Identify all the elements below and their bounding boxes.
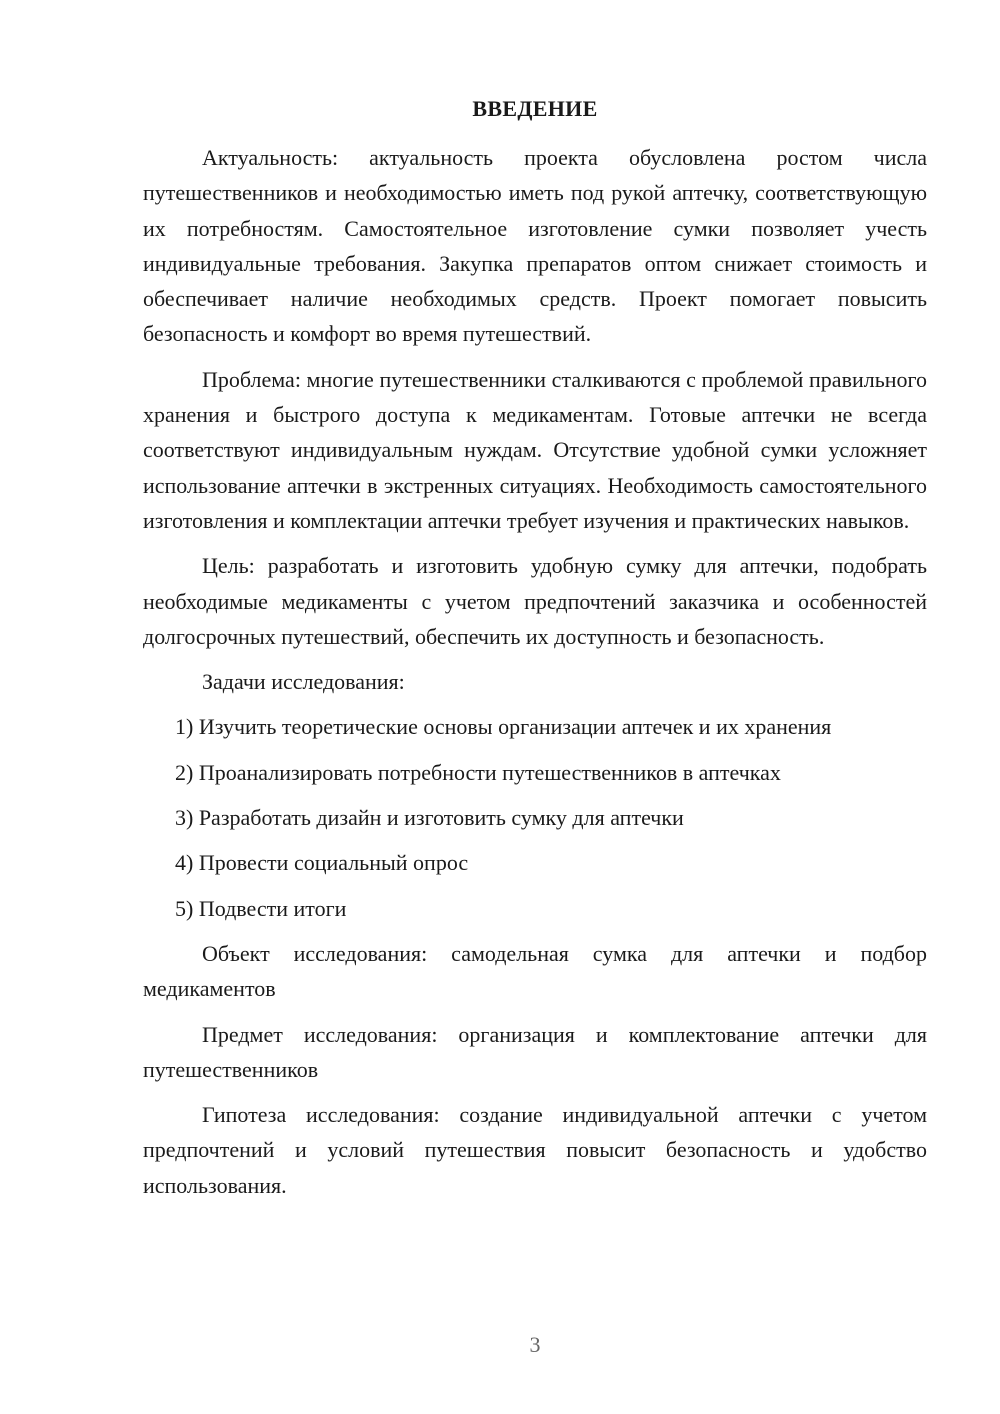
task-item: 3) Разработать дизайн и изготовить сумку для аптечки bbox=[175, 805, 684, 831]
relevance-paragraph: Актуальность: актуальность проекта обусловлена ростом числа путешественников и необходимостью иметь под рукой аптечку, соответствующую их потребностям. Самостоятельное изготовление сумки позволяет учесть индивидуальные требования. Закупка препаратов оптом снижает стоимость и обеспечивает наличие необходимых средств. Проект помогает повысить безопасность и комфорт во время путешествий. bbox=[143, 145, 927, 347]
goal-paragraph: Цель: разработать и изготовить удобную сумку для аптечки, подобрать необходимые медикаменты с учетом предпочтений заказчика и особенностей долгосрочных путешествий, обеспечить их доступность и безопасность. bbox=[143, 553, 927, 649]
tasks-heading: Задачи исследования: bbox=[202, 669, 405, 695]
problem-paragraph: Проблема: многие путешественники сталкиваются с проблемой правильного хранения и быстрого доступа к медикаментам. Готовые аптечки не всегда соответствуют индивидуальным нуждам. Отсутствие удобной сумки усложняет использование аптечки в экстренных ситуациях. Необходимость самостоятельного изготовления и комплектации аптечки требует изучения и практических навыков. bbox=[143, 366, 927, 533]
page-number: 3 bbox=[529, 1332, 541, 1357]
tasks-list bbox=[143, 709, 927, 925]
task-item: 5) Подвести итоги bbox=[175, 895, 347, 921]
object-paragraph: Объект исследования: самодельная сумка для аптечки и подбор медикаментов bbox=[143, 940, 927, 1002]
subject-paragraph: Предмет исследования: организация и комплектование аптечки для путешественников bbox=[143, 1021, 927, 1082]
page-title: ВВЕДЕНИЕ bbox=[472, 96, 598, 121]
hypothesis-paragraph: Гипотеза исследования: создание индивидуальной аптечки с учетом предпочтений и условий путешествия повысит безопасность и удобство использования. bbox=[143, 1102, 927, 1198]
task-item: 2) Проанализировать потребности путешественников в аптечках bbox=[175, 759, 781, 785]
task-item: 4) Провести социальный опрос bbox=[175, 850, 469, 876]
document-body bbox=[143, 140, 927, 1213]
task-item: 1) Изучить теоретические основы организации аптечек и их хранения bbox=[175, 714, 832, 740]
